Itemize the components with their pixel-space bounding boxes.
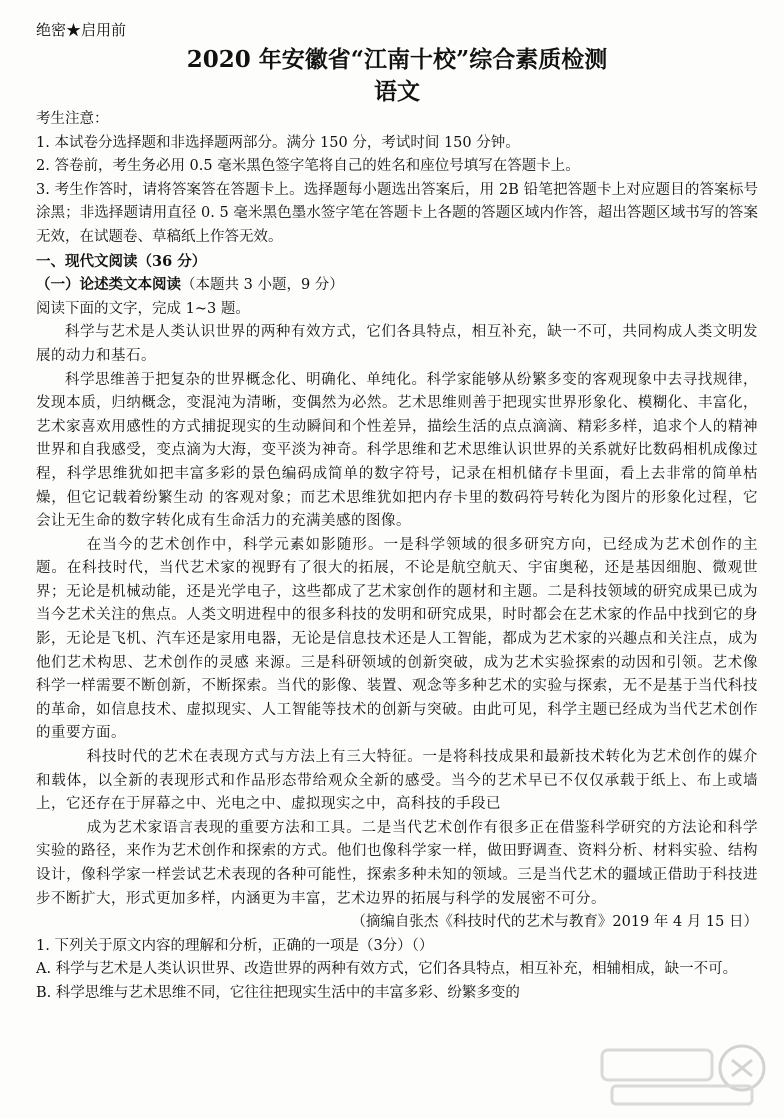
page-title: 2020 年安徽省“江南十校”综合素质检测 — [186, 46, 608, 73]
sub-section-heading — [36, 273, 758, 298]
question-1-option-b: B. 科学思维与艺术思维不同，它往往把现实生活中的丰富多彩、纷繁多变的 — [36, 984, 520, 1001]
question-1-stem: 1. 下列关于原文内容的理解和分析，正确的一项是（3分）（） — [36, 937, 434, 954]
article-paragraph-3: 在当今的艺术创作中，科学元素如影随形。一是科学领域的很多研究方向，已经成为艺术创作的主题。在科技时代，当代艺术家的视野有了很大的拓展，不论是航空航天、宇宙奥秘，还是基因细胞、微观世界；无论是机械动能，还是光学电子，这些都成了艺术家创作的题材和主题。二是科技领域的研究成果已成为当今艺术关注的焦点。人类文明进程中的很多科技的发明和研究成果，时时都会在艺术家的作品中找到它的身影，无论是飞机、汽车还是家用电器，无论是信息技术还是人工智能，都成为艺术家的兴趣点和关注点，成为他们艺术构思、艺术创作的灵感 来源。三是科研领域的创新突破，成为艺术实验探索的动因和引领。艺术像科学一样需要不断创新，不断探索。当代的影像、装置、观念等多种艺术的实验与探索，无不是基于当代科技的革命，如信息技术、虚拟现实、人工智能等技术的创新与突破。由此可见，科学主题已经成为当代艺术创作的重要方面。 — [36, 536, 758, 742]
article-paragraph-5: 成为艺术家语言表现的重要方法和工具。二是当代艺术创作有很多正在借鉴科学研究的方法论和科学实验的路径，来作为艺术创作和探索的方式。他们也像科学家一样，做田野调查、资料分析、材料实验、结构设计，像科学家一样尝试艺术表现的各种可能性，探索多种未知的领域。三是当代艺术的疆域正借助于科技进步不断扩大，形式更加多样，内涵更为丰富，艺术边界的拓展与科学的发展密不可分。 — [36, 819, 758, 907]
reading-instruction: 阅读下面的文字，完成 1~3 题。 — [36, 300, 250, 317]
article-paragraph-4: 科技时代的艺术在表现方式与方法上有三大特征。一是将科技成果和最新技术转化为艺术创作的媒介和载体，以全新的表现形式和作品形态带给观众全新的感受。当今的艺术早已不仅仅承载于纸上、布上或墙上，它还存在于屏幕之中、光电之中、虚拟现实之中，高科技的手段已 — [36, 749, 758, 813]
subject-title: 语文 — [374, 78, 420, 105]
article-paragraph-2: 科学思维善于把复杂的世界概念化、明确化、单纯化。科学家能够从纷繁多变的客观现象中去寻找规律，发现本质，归纳概念，变混沌为清晰，变偶然为必然。艺术思维则善于把现实世界形象化、模糊化、丰富化，艺术家喜欢用感性的方式捕捉现实的生动瞬间和个性差异，描绘生活的点点滴滴、精彩多样，追求个人的精神世界和自我感受，变点滴为大海，变平淡为神奇。科学思维和艺术思维认识世界的关系就好比数码相机成像过程，科学思维犹如把丰富多彩的景色编码成简单的数字符号，记录在相机储存卡里面，看上去非常的简单枯燥，但它记载着纷繁生动 的客观对象；而艺术思维犹如把内存卡里的数码符号转化为图片的形象化过程，它会让无生命的数字转化成有生命活力的充满美感的图像。 — [36, 371, 758, 530]
sub-section-title: （一）论述类文本阅读 — [36, 276, 181, 294]
section-heading: 一、现代文阅读（36 分） — [36, 252, 207, 270]
article-source: （摘编自张杰《科技时代的艺术与教育》2019 年 4 月 15 日） — [351, 914, 758, 931]
watermark-logo-icon — [592, 1040, 772, 1110]
secret-label: 绝密★启用前 — [36, 21, 127, 39]
exam-page — [36, 18, 758, 1006]
note-item-2: 2. 答卷前，考生务必用 0.5 毫米黑色签字笔将自己的姓名和座位号填写在答题卡上。 — [36, 158, 580, 175]
note-item-3: 3. 考生作答时，请将答案答在答题卡上。选择题每小题选出答案后，用 2B 铅笔把答题卡上对应题目的答案标号涂黑；非选择题请用直径 0. 5 毫米黑色墨水签字笔在答题卡上各题的答题区域内作答，超出答题区域书写的答案无效，在试题卷、草稿纸上作答无效。 — [36, 181, 758, 245]
notes-heading: 考生注意： — [36, 111, 109, 127]
question-1-option-a: A. 科学与艺术是人类认识世界、改造世界的两种有效方式，它们各具特点，相互补充，相辅相成，缺一不可。 — [36, 961, 738, 978]
note-item-1: 1. 本试卷分选择题和非选择题两部分。满分 150 分，考试时间 150 分钟。 — [36, 134, 520, 151]
article-paragraph-1: 科学与艺术是人类认识世界的两种有效方式，它们各具特点，相互补充，缺一不可，共同构成人类文明发展的动力和基石。 — [36, 324, 758, 364]
sub-section-note: （本题共 3 小题，9 分） — [181, 277, 344, 294]
